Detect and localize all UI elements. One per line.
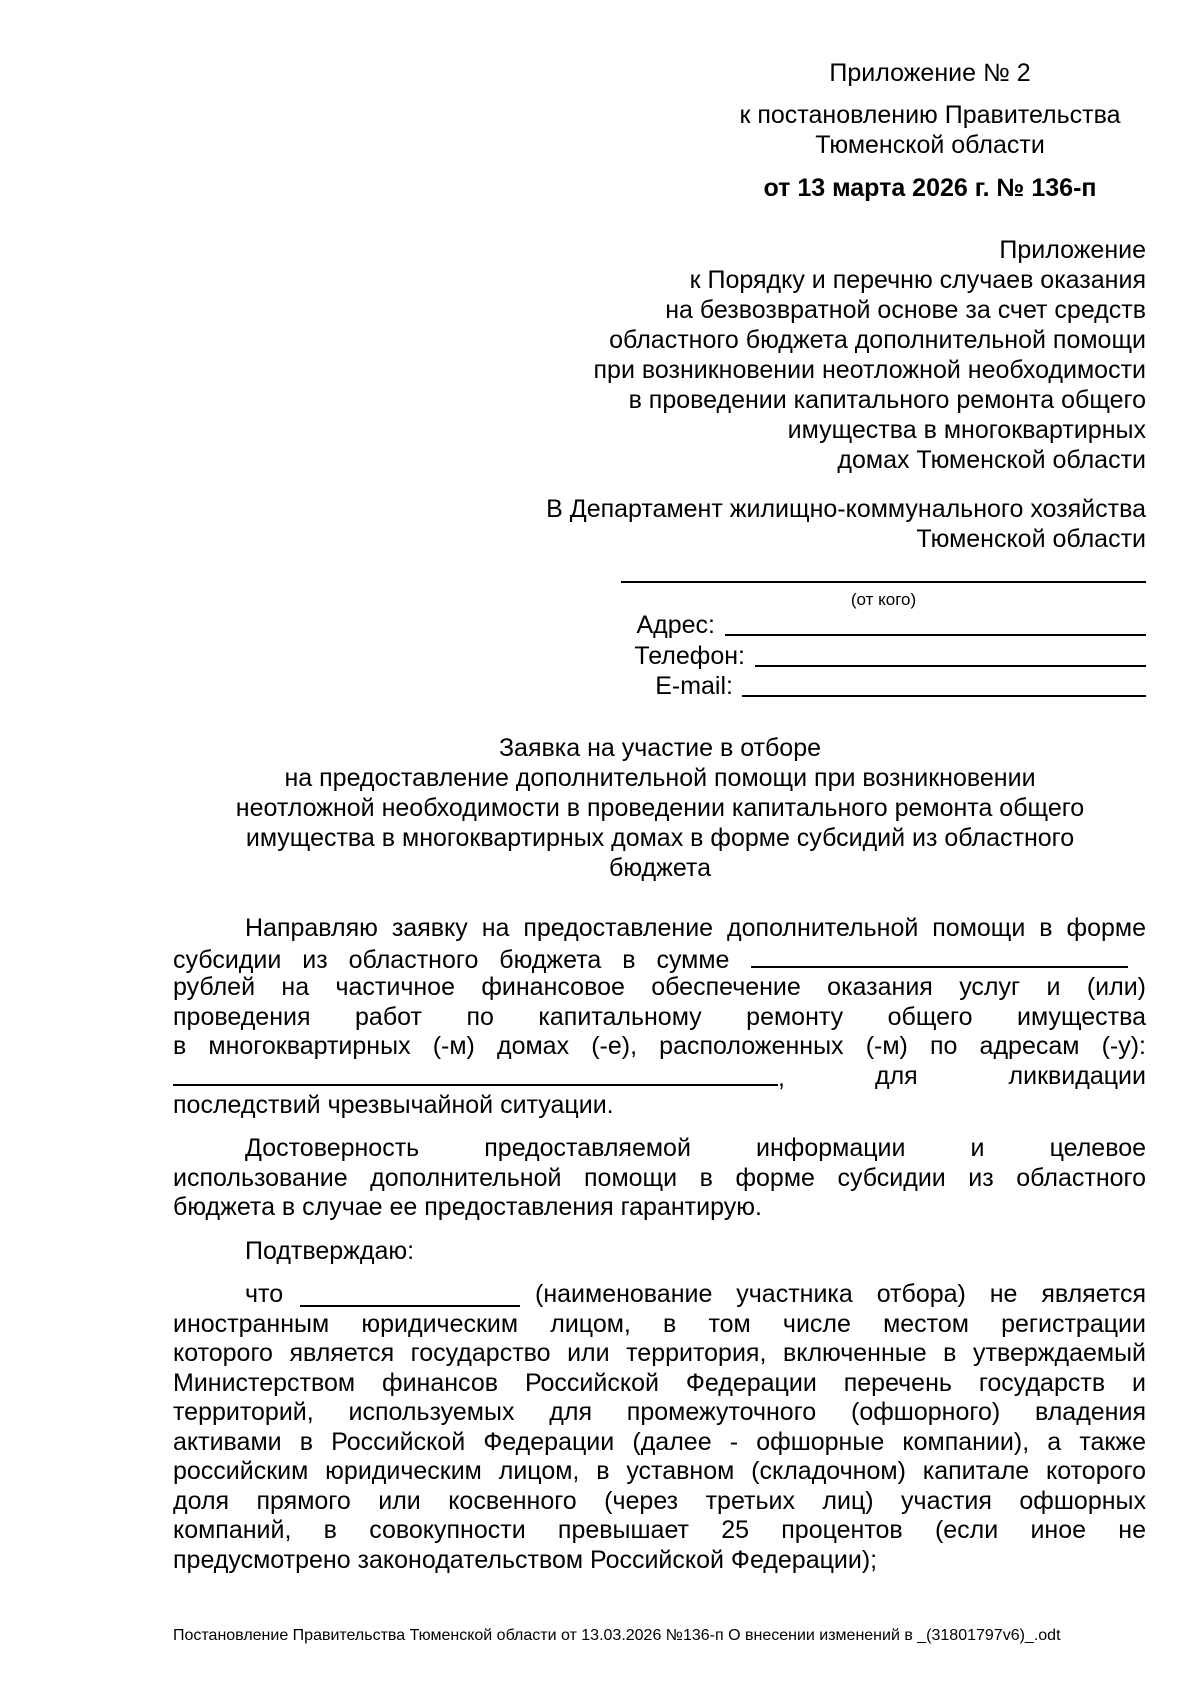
- paragraph-line-amount: [173, 944, 1146, 974]
- addressee-line1: В Департамент жилищно-коммунального хозяйства: [546, 495, 1146, 523]
- paragraph-line: Достоверность предоставляемой информации и целевое: [245, 1134, 1146, 1162]
- request-paragraph: [173, 914, 1146, 1121]
- annex-line: имущества в многоквартирных: [787, 416, 1146, 444]
- paragraph-line: активами в Российской Федерации (далее - офшорные компании), а также: [173, 1427, 1146, 1456]
- paragraph-line: Направляю заявку на предоставление дополнительной помощи в форме: [245, 914, 1146, 942]
- annex-line: при возникновении неотложной необходимости: [593, 356, 1146, 384]
- paragraph-line: компаний, в совокупности превышает 25 процентов (если иное не: [173, 1516, 1146, 1544]
- application-title-line: имущества в многоквартирных домах в форме субсидий из областного: [245, 824, 1075, 852]
- application-title-line: бюджета: [609, 854, 711, 882]
- addresses-blank[interactable]: [173, 1062, 778, 1086]
- liquidation-word: ликвидации: [1008, 1061, 1146, 1090]
- resolution-ref-line2: Тюменской области: [815, 131, 1045, 159]
- participant-caption: (наименование участника отбора) не является: [535, 1280, 1146, 1308]
- address-blank[interactable]: [725, 634, 1146, 636]
- amount-blank[interactable]: [751, 944, 1128, 968]
- phone-label: Телефон:: [634, 642, 745, 670]
- annex-line: домах Тюменской области: [837, 446, 1146, 474]
- that-word: что: [245, 1280, 284, 1308]
- annex-line: областного бюджета дополнительной помощи: [609, 326, 1146, 354]
- guarantee-paragraph: [173, 1134, 1146, 1223]
- paragraph-line: бюджета в случае ее предоставления гарантирую.: [173, 1193, 762, 1221]
- annex-line: в проведении капитального ремонта общего: [628, 386, 1146, 414]
- paragraph-line: рублей на частичное финансовое обеспечение оказания услуг и (или): [173, 973, 1146, 1001]
- address-label: Адрес:: [636, 611, 715, 639]
- appendix-number: Приложение № 2: [829, 59, 1031, 87]
- paragraph-line: территорий, используемых для промежуточного (офшорного) владения: [173, 1398, 1146, 1426]
- participant-name-blank[interactable]: [300, 1283, 520, 1307]
- paragraph-line: последствий чрезвычайной ситуации.: [173, 1091, 614, 1119]
- resolution-ref-line1: к постановлению Правительства: [739, 101, 1121, 129]
- paragraph-line: использование дополнительной помощи в форме субсидии из областного: [173, 1163, 1146, 1192]
- paragraph-line: доля прямого или косвенного (через третьих лиц) участия офшорных: [173, 1486, 1146, 1515]
- paragraph-line-participant: [173, 1280, 1146, 1310]
- application-title-line: Заявка на участие в отборе: [498, 734, 822, 762]
- from-whom-caption: (от кого): [850, 590, 917, 609]
- email-label: E-mail:: [655, 672, 733, 700]
- annex-line: к Порядку и перечню случаев оказания: [689, 266, 1146, 294]
- resolution-date-number: от 13 марта 2026 г. № 136-п: [763, 174, 1097, 202]
- paragraph-line: предусмотрено законодательством Российской Федерации);: [173, 1545, 878, 1574]
- paragraph-line: которого является государство или территория, включенные в утверждаемый: [173, 1339, 1146, 1367]
- paragraph-line: иностранным юридическим лицом, в том числе местом регистрации: [173, 1309, 1146, 1338]
- confirmation-paragraph: [173, 1280, 1146, 1575]
- paragraph-line: проведения работ по капитальному ремонту общего имущества: [173, 1002, 1146, 1031]
- addresses-comma: ,: [778, 1063, 785, 1092]
- email-blank[interactable]: [742, 695, 1146, 697]
- confirm-heading: Подтверждаю:: [245, 1237, 415, 1265]
- annex-line: на безвозвратной основе за счет средств: [665, 296, 1146, 324]
- paragraph-line: российским юридическим лицом, в уставном (складочном) капитале которого: [173, 1457, 1146, 1485]
- application-title-line: неотложной необходимости в проведении капитального ремонта общего: [235, 794, 1085, 822]
- amount-text: субсидии из областного бюджета в сумме: [173, 945, 730, 974]
- for-word: для: [875, 1061, 918, 1090]
- addressee-line2: Тюменской области: [916, 525, 1146, 553]
- annex-title: Приложение: [999, 236, 1146, 264]
- from-whom-blank[interactable]: [621, 581, 1146, 583]
- document-footer: Постановление Правительства Тюменской области от 13.03.2026 №136-п О внесении изменений в _(31801797v6)_.odt: [173, 1627, 1061, 1644]
- paragraph-line: Министерством финансов Российской Федерации перечень государств и: [173, 1368, 1146, 1397]
- paragraph-line-addresses: [173, 1062, 1146, 1092]
- application-title-line: на предоставление дополнительной помощи при возникновении: [284, 764, 1036, 792]
- phone-blank[interactable]: [755, 665, 1146, 667]
- paragraph-line: в многоквартирных (-м) домах (-е), расположенных (-м) по адресам (-у):: [173, 1032, 1146, 1060]
